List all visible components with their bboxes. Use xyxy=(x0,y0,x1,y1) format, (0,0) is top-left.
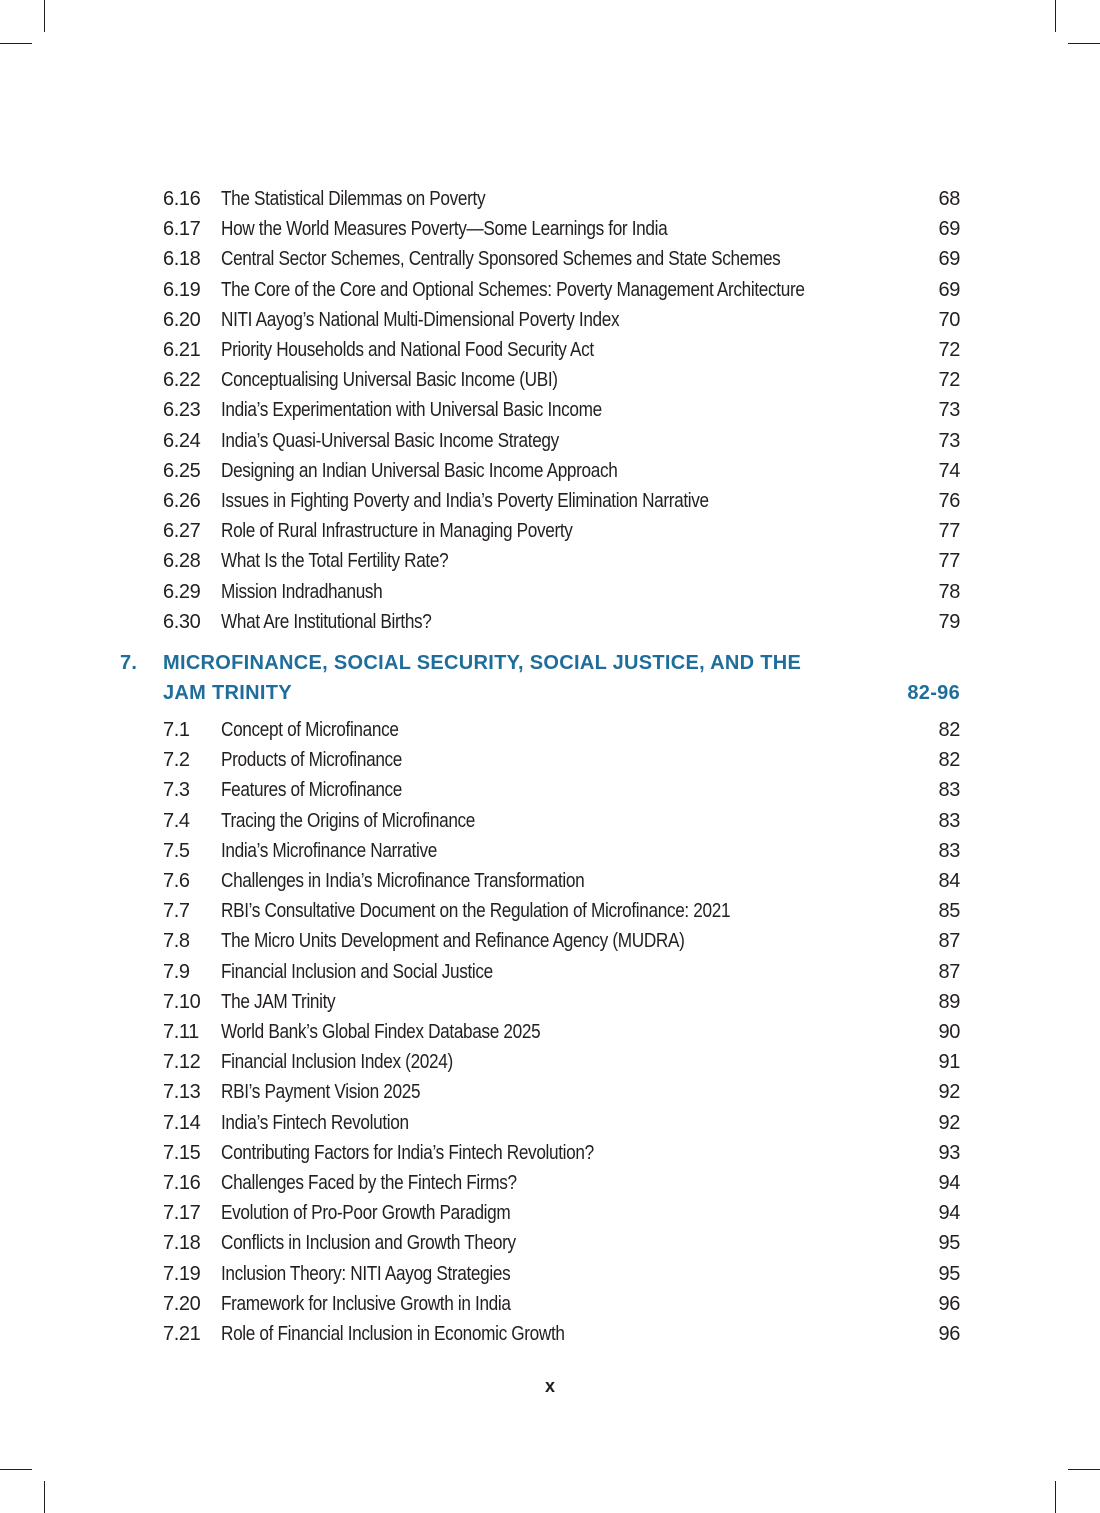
toc-entry[interactable] xyxy=(0,365,1100,395)
entry-page-number: 69 xyxy=(938,248,960,271)
entry-page-number: 69 xyxy=(938,278,960,301)
toc-entry[interactable] xyxy=(0,836,1100,866)
entry-page-number: 93 xyxy=(938,1141,960,1164)
entry-title: India’s Experimentation with Universal Basic Income xyxy=(221,399,602,422)
entry-page-number: 95 xyxy=(938,1232,960,1255)
entry-title: Central Sector Schemes, Centrally Sponsored Schemes and State Schemes xyxy=(221,248,781,271)
entry-number: 7.17 xyxy=(163,1202,201,1225)
entry-page-number: 68 xyxy=(938,188,960,210)
entry-number: 6.23 xyxy=(163,399,201,422)
crop-mark xyxy=(1068,43,1100,44)
toc-entry[interactable] xyxy=(0,1047,1100,1077)
entry-title: World Bank’s Global Findex Database 2025 xyxy=(221,1021,541,1043)
entry-title: Features of Microfinance xyxy=(221,779,403,802)
entry-title: Inclusion Theory: NITI Aayog Strategies xyxy=(221,1262,511,1285)
entry-page-number: 74 xyxy=(938,459,960,482)
entry-page-number: 83 xyxy=(938,779,960,802)
entry-title: Challenges Faced by the Fintech Firms? xyxy=(221,1172,517,1194)
crop-mark xyxy=(0,43,32,44)
entry-page-number: 84 xyxy=(938,870,960,892)
entry-title: Conceptualising Universal Basic Income (UBI) xyxy=(221,369,558,392)
toc-entry[interactable] xyxy=(0,806,1100,836)
entry-page-number: 87 xyxy=(938,930,960,953)
entry-number: 6.17 xyxy=(163,218,201,241)
entry-title: India’s Fintech Revolution xyxy=(221,1111,409,1134)
toc-entry[interactable] xyxy=(0,1168,1100,1198)
toc-entry[interactable] xyxy=(0,1228,1100,1258)
entry-number: 6.20 xyxy=(163,308,201,331)
entry-number: 7.21 xyxy=(163,1323,201,1345)
entry-page-number: 90 xyxy=(938,1021,960,1043)
chapter-title-line2: JAM TRINITY xyxy=(163,682,292,704)
entry-number: 7.19 xyxy=(163,1262,201,1285)
entry-page-number: 69 xyxy=(938,218,960,241)
entry-title: Designing an Indian Universal Basic Income Approach xyxy=(221,459,618,482)
entry-title: The Statistical Dilemmas on Poverty xyxy=(221,188,486,210)
entry-title: Concept of Microfinance xyxy=(221,719,399,741)
entry-page-number: 73 xyxy=(938,429,960,452)
entry-title: Financial Inclusion Index (2024) xyxy=(221,1051,453,1074)
entry-number: 7.4 xyxy=(163,809,190,832)
entry-title: Framework for Inclusive Growth in India xyxy=(221,1292,511,1315)
toc-entry[interactable] xyxy=(0,335,1100,365)
entry-number: 7.5 xyxy=(163,839,190,862)
toc-entry[interactable] xyxy=(0,395,1100,425)
entry-page-number: 83 xyxy=(938,809,960,832)
chapter-number: 7. xyxy=(120,652,138,674)
entry-title: Issues in Fighting Poverty and India’s Poverty Elimination Narrative xyxy=(221,490,709,512)
entry-title: Challenges in India’s Microfinance Transformation xyxy=(221,870,585,892)
toc-entry[interactable] xyxy=(0,546,1100,576)
crop-mark xyxy=(1055,1481,1056,1513)
entry-page-number: 77 xyxy=(938,520,960,543)
entry-number: 6.22 xyxy=(163,369,201,392)
entry-number: 7.10 xyxy=(163,990,201,1013)
entry-page-number: 94 xyxy=(938,1202,960,1225)
toc-entry[interactable] xyxy=(0,275,1100,305)
entry-page-number: 91 xyxy=(938,1051,960,1074)
toc-entry[interactable] xyxy=(0,926,1100,956)
toc-entry[interactable] xyxy=(0,715,1100,745)
chapter-page-range: 82-96 xyxy=(907,682,960,704)
entry-title: How the World Measures Poverty—Some Learnings for India xyxy=(221,218,668,241)
entry-number: 6.25 xyxy=(163,459,201,482)
toc-entry[interactable] xyxy=(0,1198,1100,1228)
entry-number: 6.18 xyxy=(163,248,201,271)
entry-number: 6.28 xyxy=(163,550,201,573)
toc-entry[interactable] xyxy=(0,607,1100,637)
entry-number: 7.9 xyxy=(163,960,190,983)
entry-page-number: 77 xyxy=(938,550,960,573)
toc-entry[interactable] xyxy=(0,577,1100,607)
entry-number: 7.18 xyxy=(163,1232,201,1255)
entry-page-number: 87 xyxy=(938,960,960,983)
toc-entry[interactable] xyxy=(0,456,1100,486)
entry-page-number: 85 xyxy=(938,900,960,923)
entry-title: Role of Rural Infrastructure in Managing Poverty xyxy=(221,520,573,543)
entry-number: 6.30 xyxy=(163,610,201,633)
entry-number: 7.7 xyxy=(163,900,190,923)
entry-page-number: 83 xyxy=(938,839,960,862)
entry-title: Evolution of Pro-Poor Growth Paradigm xyxy=(221,1202,511,1225)
toc-entry[interactable] xyxy=(0,244,1100,274)
entry-title: RBI’s Consultative Document on the Regulation of Microfinance: 2021 xyxy=(221,900,731,923)
entry-page-number: 92 xyxy=(938,1111,960,1134)
entry-page-number: 79 xyxy=(938,610,960,633)
entry-title: Priority Households and National Food Security Act xyxy=(221,339,594,361)
entry-title: NITI Aayog’s National Multi-Dimensional Poverty Index xyxy=(221,308,620,331)
toc-entry[interactable] xyxy=(0,745,1100,775)
entry-page-number: 76 xyxy=(938,490,960,512)
toc-entry[interactable] xyxy=(0,1138,1100,1168)
entry-title: Tracing the Origins of Microfinance xyxy=(221,809,476,832)
entry-page-number: 73 xyxy=(938,399,960,422)
entry-number: 7.13 xyxy=(163,1081,201,1104)
entry-page-number: 94 xyxy=(938,1172,960,1194)
toc-entry[interactable] xyxy=(0,987,1100,1017)
toc-entry[interactable] xyxy=(0,486,1100,516)
toc-entry[interactable] xyxy=(0,214,1100,244)
toc-entry[interactable] xyxy=(0,1289,1100,1319)
entry-title: Conflicts in Inclusion and Growth Theory xyxy=(221,1232,516,1255)
crop-mark xyxy=(44,0,45,32)
entry-title: Contributing Factors for India’s Fintech Revolution? xyxy=(221,1141,594,1164)
entry-number: 6.27 xyxy=(163,520,201,543)
toc-entry[interactable] xyxy=(0,957,1100,987)
entry-title: What Are Institutional Births? xyxy=(221,610,432,633)
entry-number: 6.19 xyxy=(163,278,201,301)
entry-page-number: 72 xyxy=(938,339,960,361)
entry-title: Products of Microfinance xyxy=(221,749,403,772)
entry-number: 7.16 xyxy=(163,1172,201,1194)
entry-page-number: 72 xyxy=(938,369,960,392)
toc-entry[interactable] xyxy=(0,896,1100,926)
entry-page-number: 78 xyxy=(938,580,960,603)
crop-mark xyxy=(44,1481,45,1513)
toc-entry[interactable] xyxy=(0,1108,1100,1138)
entry-page-number: 70 xyxy=(938,308,960,331)
entry-number: 6.26 xyxy=(163,490,201,512)
toc-entry[interactable] xyxy=(0,1077,1100,1107)
entry-number: 7.1 xyxy=(163,719,190,741)
toc-entry[interactable] xyxy=(0,866,1100,896)
chapter-title-line1: MICROFINANCE, SOCIAL SECURITY, SOCIAL JUSTICE, AND THE xyxy=(163,652,802,674)
entry-number: 7.14 xyxy=(163,1111,201,1134)
crop-mark xyxy=(1055,0,1056,32)
crop-mark xyxy=(1068,1469,1100,1470)
entry-title: Financial Inclusion and Social Justice xyxy=(221,960,493,983)
toc-entry[interactable] xyxy=(0,1259,1100,1289)
entry-page-number: 96 xyxy=(938,1323,960,1345)
entry-page-number: 92 xyxy=(938,1081,960,1104)
entry-number: 7.12 xyxy=(163,1051,201,1074)
entry-page-number: 95 xyxy=(938,1262,960,1285)
toc-entry[interactable] xyxy=(0,426,1100,456)
entry-page-number: 82 xyxy=(938,749,960,772)
entry-title: The Core of the Core and Optional Schemes: Poverty Management Architecture xyxy=(221,278,805,301)
toc-entry[interactable] xyxy=(0,184,1100,214)
crop-mark xyxy=(0,1469,32,1470)
entry-title: India’s Microfinance Narrative xyxy=(221,839,437,862)
toc-entry[interactable] xyxy=(0,305,1100,335)
toc-entry[interactable] xyxy=(0,1017,1100,1047)
entry-number: 7.11 xyxy=(163,1021,199,1043)
entry-number: 6.29 xyxy=(163,580,201,603)
toc-entry[interactable] xyxy=(0,1319,1100,1349)
entry-title: India’s Quasi-Universal Basic Income Strategy xyxy=(221,429,559,452)
entry-title: Role of Financial Inclusion in Economic Growth xyxy=(221,1323,565,1345)
page-folio: x xyxy=(544,1376,555,1396)
entry-number: 6.21 xyxy=(163,339,201,361)
entry-number: 7.3 xyxy=(163,779,190,802)
entry-number: 6.16 xyxy=(163,188,201,210)
entry-page-number: 96 xyxy=(938,1292,960,1315)
entry-title: What Is the Total Fertility Rate? xyxy=(221,550,449,573)
toc-entry[interactable] xyxy=(0,516,1100,546)
entry-title: Mission Indradhanush xyxy=(221,580,383,603)
entry-title: The JAM Trinity xyxy=(221,990,336,1013)
entry-number: 7.6 xyxy=(163,870,190,892)
entry-title: RBI’s Payment Vision 2025 xyxy=(221,1081,421,1104)
entry-page-number: 89 xyxy=(938,990,960,1013)
entry-number: 7.8 xyxy=(163,930,190,953)
entry-number: 7.15 xyxy=(163,1141,201,1164)
entry-page-number: 82 xyxy=(938,719,960,741)
entry-number: 6.24 xyxy=(163,429,201,452)
entry-number: 7.20 xyxy=(163,1292,201,1315)
entry-title: The Micro Units Development and Refinance Agency (MUDRA) xyxy=(221,930,685,953)
entry-number: 7.2 xyxy=(163,749,190,772)
toc-entry[interactable] xyxy=(0,775,1100,805)
